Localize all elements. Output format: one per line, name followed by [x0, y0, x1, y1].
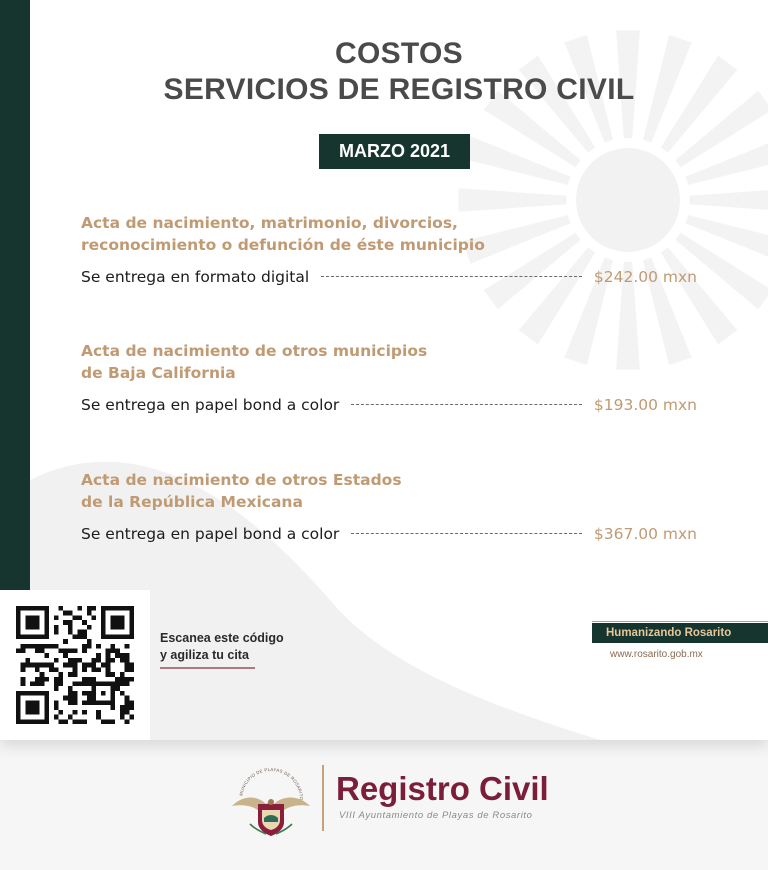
municipal-seal-icon [228, 760, 314, 840]
delivery-method: Se entrega en papel bond a color [81, 525, 340, 543]
dotted-leader [351, 533, 582, 534]
dotted-leader [321, 276, 582, 277]
price: $193.00 mxn [593, 396, 697, 414]
qr-code-box[interactable] [0, 590, 150, 740]
service-title-line: Acta de nacimiento de otros Estados [81, 471, 402, 489]
delivery-method: Se entrega en formato digital [81, 268, 310, 286]
service-title-line: Acta de nacimiento de otros municipios [81, 342, 428, 360]
service-price-row [81, 525, 701, 543]
price: $242.00 mxn [593, 268, 697, 286]
date-badge: MARZO 2021 [319, 134, 470, 169]
brand-subtitle: VIII Ayuntamiento de Playas de Rosarito [339, 810, 533, 821]
qr-caption-line: Escanea este código [160, 631, 284, 645]
service-title [81, 340, 701, 384]
footer-divider [322, 765, 324, 831]
brand-title: Registro Civil [336, 770, 549, 807]
qr-code-icon[interactable] [16, 606, 134, 724]
service-title [81, 469, 701, 513]
website-link[interactable]: www.rosarito.gob.mx [610, 649, 703, 660]
slogan-rule [592, 621, 768, 622]
title-line-2: SERVICIOS DE REGISTRO CIVIL [163, 73, 635, 106]
delivery-method: Se entrega en papel bond a color [81, 396, 340, 414]
page-title [30, 36, 768, 108]
service-price-row [81, 396, 701, 414]
service-title-line: de la República Mexicana [81, 493, 303, 511]
title-line-1: COSTOS [335, 37, 463, 70]
qr-caption-line: y agiliza tu cita [160, 648, 249, 662]
service-title-line: Acta de nacimiento, matrimonio, divorcios, [81, 214, 458, 232]
qr-caption [160, 630, 284, 664]
service-price-row [81, 268, 701, 286]
caption-underline [160, 667, 255, 669]
price: $367.00 mxn [593, 525, 697, 543]
service-item [81, 212, 701, 286]
svg-text:MUNICIPIO DE PLAYAS DE ROSARIT: MUNICIPIO DE PLAYAS DE ROSARITO [238, 766, 305, 801]
service-item [81, 469, 701, 543]
service-title [81, 212, 701, 256]
slogan-banner: Humanizando Rosarito [592, 623, 768, 643]
service-title-line: reconocimiento o defunción de éste municipio [81, 236, 485, 254]
dotted-leader [351, 404, 582, 405]
service-title-line: de Baja California [81, 364, 236, 382]
left-accent-bar [0, 0, 30, 590]
service-item [81, 340, 701, 414]
